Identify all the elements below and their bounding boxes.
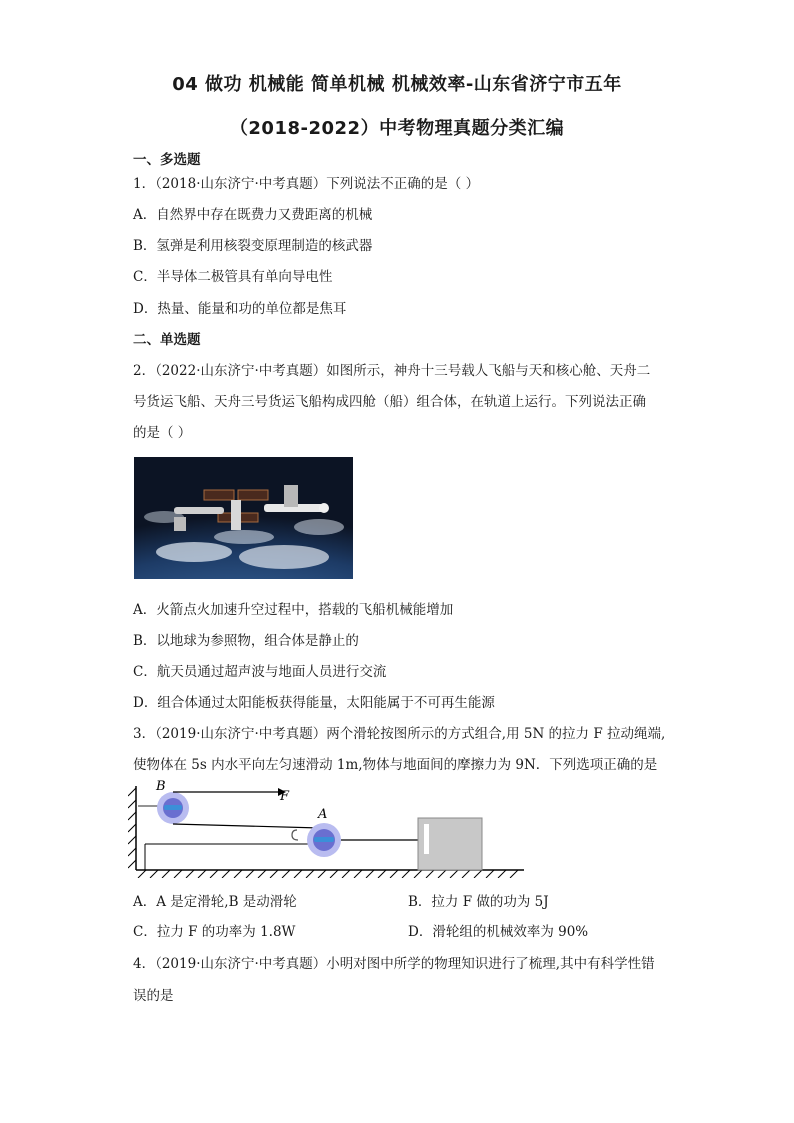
section-multi-choice: 一、多选题 xyxy=(133,152,201,168)
q3-option-a: A．A 是定滑轮,B 是动滑轮 xyxy=(133,894,297,910)
pulley-a-label: A xyxy=(318,807,328,822)
q3-stem-line2: 使物体在 5s 内水平向左匀速滑动 1m,物体与地面间的摩擦力为 9N．下列选项正确的是 xyxy=(133,757,658,773)
q2-option-a: A．火箭点火加速升空过程中，搭载的飞船机械能增加 xyxy=(133,602,454,618)
q2-option-b: B．以地球为参照物，组合体是静止的 xyxy=(133,633,359,649)
q1-option-a: A．自然界中存在既费力又费距离的机械 xyxy=(133,207,373,223)
pulley-b-label: B xyxy=(156,779,166,794)
q2-stem-line1: 2．（2022·山东济宁·中考真题）如图所示，神舟十三号载人飞船与天和核心舱、天舟二 xyxy=(133,363,651,379)
force-f-label: F xyxy=(280,789,290,804)
q2-stem-line2: 号货运飞船、天舟三号货运飞船构成四舱（船）组合体，在轨道上运行。下列说法正确 xyxy=(133,394,646,410)
doc-title-line2: （2018-2022）中考物理真题分类汇编 xyxy=(229,118,565,139)
q3-stem-line1: 3．（2019·山东济宁·中考真题）两个滑轮按图所示的方式组合,用 5N 的拉力 F 拉动绳端, xyxy=(133,726,666,742)
q2-stem-line3: 的是（ ） xyxy=(133,425,192,441)
q3-option-d: D．滑轮组的机械效率为 90% xyxy=(408,924,589,940)
q1-option-b: B．氢弹是利用核裂变原理制造的核武器 xyxy=(133,238,373,254)
pulley-diagram xyxy=(128,778,528,878)
section-single-choice: 二、单选题 xyxy=(133,332,201,348)
doc-title-line1: 04 做功 机械能 简单机械 机械效率-山东省济宁市五年 xyxy=(172,74,622,95)
q2-option-d: D．组合体通过太阳能板获得能量，太阳能属于不可再生能源 xyxy=(133,695,495,711)
q1-option-c: C．半导体二极管具有单向导电性 xyxy=(133,269,333,285)
space-station-photo xyxy=(134,457,353,579)
q1-stem: 1．（2018·山东济宁·中考真题）下列说法不正确的是（ ） xyxy=(133,176,480,192)
q4-stem-line1: 4．（2019·山东济宁·中考真题）小明对图中所学的物理知识进行了梳理,其中有科学性错 xyxy=(133,956,655,972)
q3-option-b: B．拉力 F 做的功为 5J xyxy=(408,894,549,910)
q3-option-c: C．拉力 F 的功率为 1.8W xyxy=(133,924,296,940)
q1-option-d: D．热量、能量和功的单位都是焦耳 xyxy=(133,301,347,317)
q2-option-c: C．航天员通过超声波与地面人员进行交流 xyxy=(133,664,387,680)
q4-stem-line2: 误的是 xyxy=(133,988,174,1004)
